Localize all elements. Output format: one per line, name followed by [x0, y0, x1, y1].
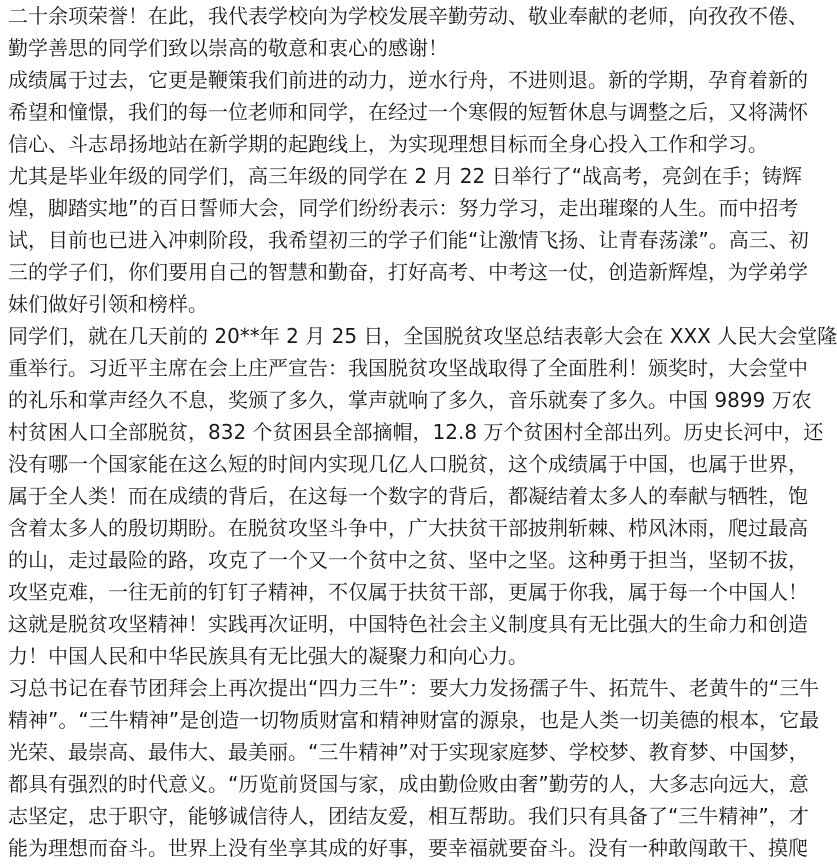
text-line-26: 志坚定，忠于职守，能够诚信待人，团结友爱，相互帮助。我们只有具备了“三牛精神”，才: [8, 804, 809, 828]
text-line-17: 含着太多人的殷切期盼。在脱贫攻坚斗争中，广大扶贫干部披荆斩棘、栉风沐雨，爬过最高: [8, 516, 808, 540]
text-line-16: 属于全人类！而在成绩的背后，在这每一个数字的背后，都凝结着太多人的奉献与牺牲，饱: [8, 484, 808, 508]
text-line-10: 妹们做好引领和榜样。: [8, 292, 208, 316]
text-line-12: 重举行。习近平主席在会上庄严宣告：我国脱贫攻坚战取得了全面胜利！颁奖时，大会堂中: [8, 356, 808, 380]
text-line-6: 尤其是毕业年级的同学们，高三年级的同学在 2 月 22 日举行了“战高考，亮剑在手；铸辉: [8, 164, 802, 188]
text-line-25: 都具有强烈的时代意义。“历览前贤国与家，成由勤俭败由奢”勤劳的人，大多志向远大，意: [8, 772, 809, 796]
text-line-18: 的山，走过最险的路，攻克了一个又一个贫中之贫、坚中之坚。这种勇于担当，坚韧不拔，: [8, 548, 808, 572]
text-line-24: 光荣、最崇高、最伟大、最美丽。“三牛精神”对于实现家庭梦、学校梦、教育梦、中国梦，: [8, 740, 809, 764]
text-line-22: 习总书记在春节团拜会上再次提出“四力三牛”：要大力发扬孺子牛、拓荒牛、老黄牛的“三牛: [8, 676, 820, 700]
text-line-7: 煌，脚踏实地”的百日誓师大会，同学们纷纷表示：努力学习，走出璀璨的人生。而中招考: [8, 196, 799, 220]
text-line-5: 信心、斗志昂扬地站在新学期的起跑线上，为实现理想目标而全身心投入工作和学习。: [8, 132, 768, 156]
text-line-13: 的礼乐和掌声经久不息，奖颁了多久，掌声就响了多久，音乐就奏了多久。中国 9899 万农: [8, 388, 812, 412]
text-line-2: 勤学善思的同学们致以崇高的敬意和衷心的感谢！: [8, 36, 448, 60]
text-line-9: 三的学子们，你们要用自己的智慧和勤奋，打好高考、中考这一仗，创造新辉煌，为学弟学: [8, 260, 808, 284]
text-line-1: 二十余项荣誉！在此，我代表学校向为学校发展辛勤劳动、敬业奉献的老师，向孜孜不倦、: [8, 4, 808, 28]
text-line-27: 能为理想而奋斗。世界上没有坐享其成的好事，要幸福就要奋斗。没有一种敢闯敢干、摸爬: [8, 836, 808, 860]
text-line-21: 力！中国人民和中华民族具有无比强大的凝聚力和向心力。: [8, 644, 528, 668]
text-line-14: 村贫困人口全部脱贫，832 个贫困县全部摘帽，12.8 万个贫困村全部出列。历史长河中，还: [8, 420, 824, 444]
text-line-19: 攻坚克难，一往无前的钉钉子精神，不仅属于扶贫干部，更属于你我，属于每一个中国人！: [8, 580, 808, 604]
text-line-23: 精神”。“三牛精神”是创造一切物质财富和精神财富的源泉，也是人类一切美德的根本，它最: [8, 708, 820, 732]
text-line-20: 这就是脱贫攻坚精神！实践再次证明，中国特色社会主义制度具有无比强大的生命力和创造: [8, 612, 808, 636]
text-line-4: 希望和憧憬，我们的每一位老师和同学，在经过一个寒假的短暂休息与调整之后，又将满怀: [8, 100, 808, 124]
text-line-8: 试，目前也已进入冲刺阶段，我希望初三的学子们能“让激情飞扬、让青春荡漾”。高三、初: [8, 228, 809, 252]
text-line-15: 没有哪一个国家能在这么短的时间内实现几亿人口脱贫，这个成绩属于中国，也属于世界，: [8, 452, 808, 476]
text-line-11: 同学们，就在几天前的 20**年 2 月 25 日，全国脱贫攻坚总结表彰大会在 XXX 人民大会堂隆: [8, 324, 837, 348]
text-line-3: 成绩属于过去，它更是鞭策我们前进的动力，逆水行舟，不进则退。新的学期，孕育着新的: [8, 68, 808, 92]
